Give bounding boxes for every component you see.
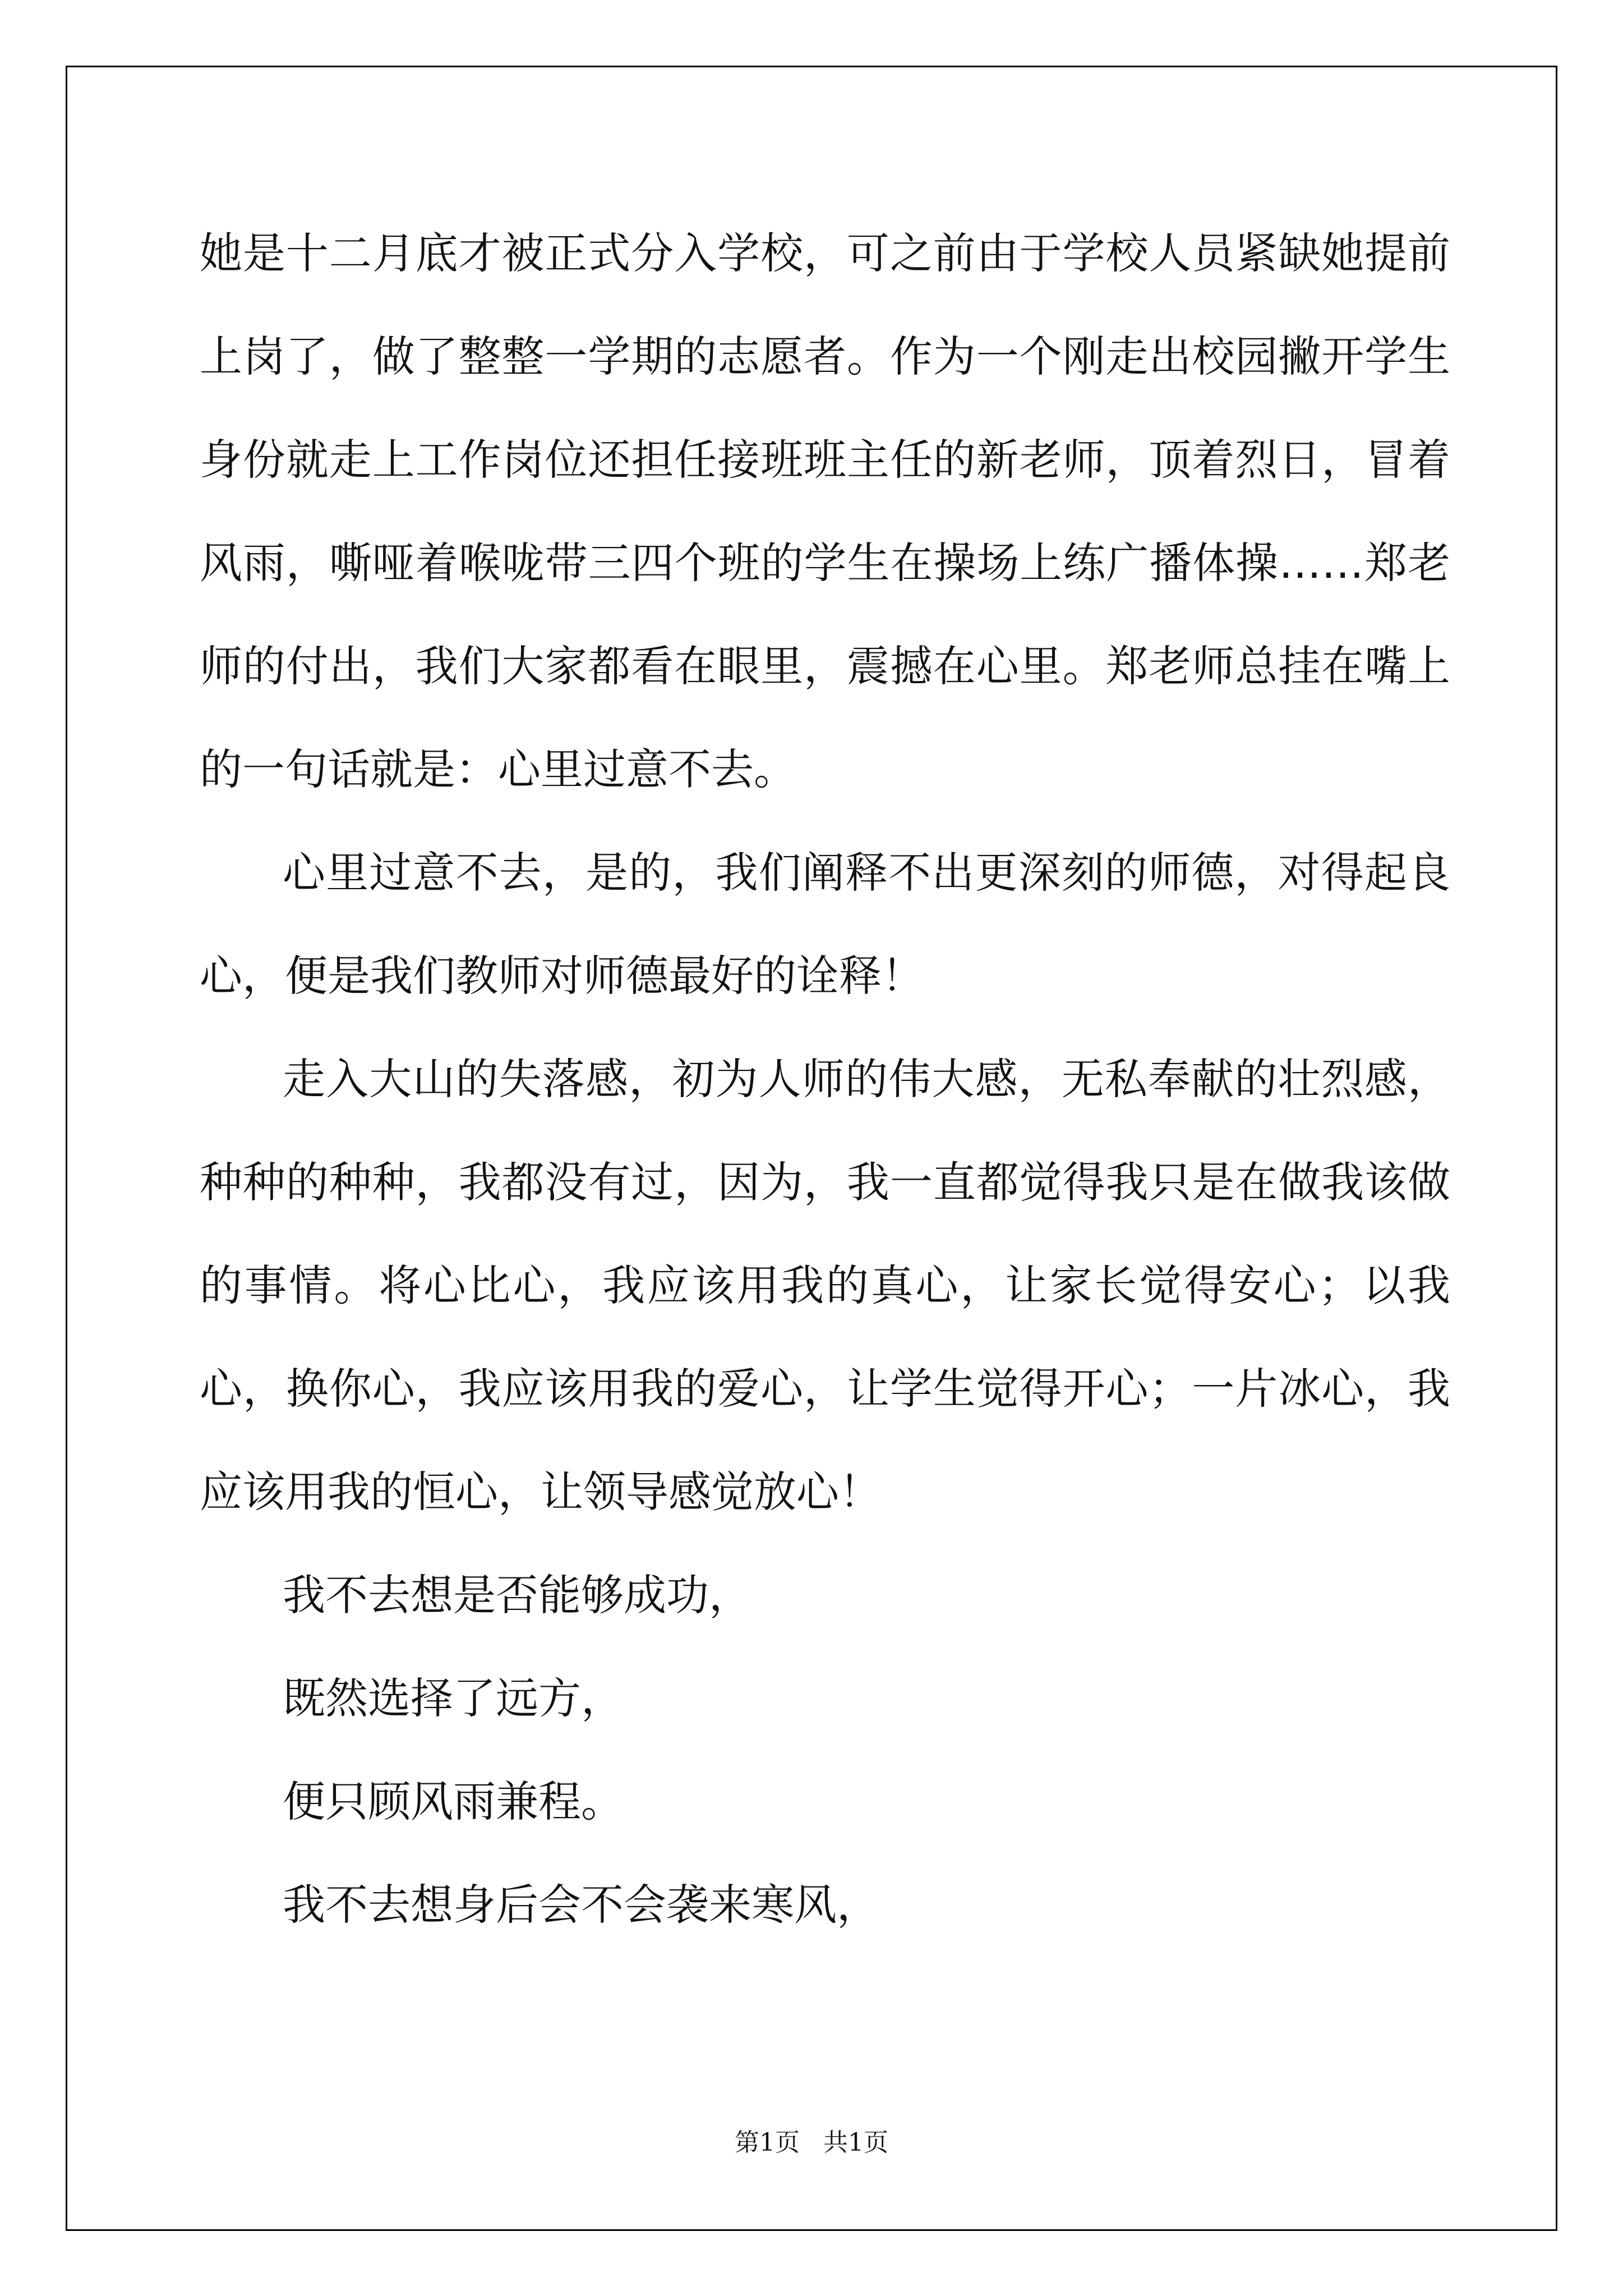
poem-line-3: 便只顾风雨兼程。 xyxy=(283,1777,624,1826)
poem-line-2: 既然选择了远方， xyxy=(283,1673,624,1723)
paragraph-1: 她是十二月底才被正式分入学校，可之前由于学校人员紧缺她提前上岗了，做了整整一学期的志愿者。作为一个刚走出校园撇开学生身份就走上工作岗位还担任接班班主任的新老师，顶着烈日，冒着风雨，嘶哑着喉咙带三四个班的学生在操场上练广播体操……郑老师的付出，我们大家都看在眼里，震撼在心里。郑老师总挂在嘴上的一句话就是：心里过意不去。 xyxy=(200,228,1450,794)
paragraph-3: 走入大山的失落感，初为人师的伟大感，无私奉献的壮烈感，种种的种种，我都没有过，因为，我一直都觉得我只是在做我该做的事情。将心比心，我应该用我的真心，让家长觉得安心；以我心，换你心，我应该用我的爱心，让学生觉得开心；一片冰心，我应该用我的恒心，让领导感觉放心！ xyxy=(200,1054,1450,1517)
page-footer: 第1页 共1页 xyxy=(735,2128,888,2157)
poem-line-4: 我不去想身后会不会袭来寒风， xyxy=(283,1880,879,1930)
document-body xyxy=(200,202,1450,1957)
poem-line-1: 我不去想是否能够成功， xyxy=(283,1570,751,1620)
paragraph-2: 心里过意不去，是的，我们阐释不出更深刻的师德，对得起良心，便是我们教师对师德最好的诠释！ xyxy=(200,848,1450,1001)
